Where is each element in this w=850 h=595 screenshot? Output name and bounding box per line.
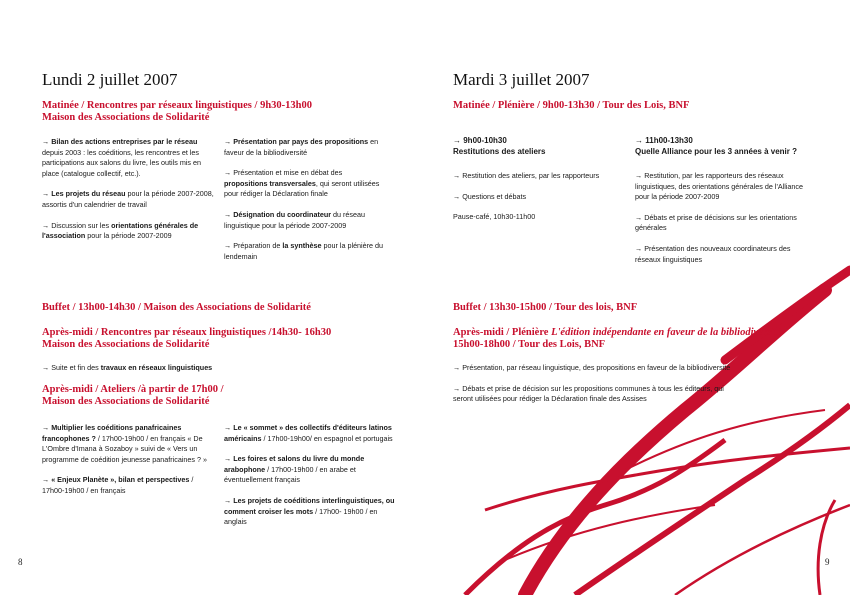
afternoon-heading-monday-2: Après-midi / Ateliers /à partir de 17h00 / Maison des Associations de Solidarité [42,384,224,407]
arrow-icon: → [635,136,643,145]
list-item: → Bilan des actions entreprises par le réseau depuis 2003 : les coéditions, les rencontres et les participations aux salons du livre, les outils mis en place (catalogue collectif, etc.). [42,137,201,178]
list-item: → Présentation des nouveaux coordinateurs des réseaux linguistiques [635,243,791,264]
day-title-tuesday: Mardi 3 juillet 2007 [453,70,590,89]
buffet-heading-tuesday: Buffet / 13h30-15h00 / Tour des lois, BNF [453,302,638,313]
arrow-icon: → [635,212,643,222]
day-title-monday: Lundi 2 juillet 2007 [42,70,178,89]
arrow-icon: → [453,171,461,180]
arrow-icon: → [42,363,50,372]
list-item: → Les projets du réseau pour la période 2007-2008, assortis d'un calendrier de travail [42,189,214,209]
afternoon1-item [42,363,402,384]
list-item: Pause-café, 10h30-11h00 [453,212,536,222]
page-number-right: 9 [825,557,830,567]
list-item: → Présentation et mise en débat des propositions transversales, qui seront utilisées pour rédiger la Déclaration finale [224,168,380,199]
arrow-icon: → [453,383,461,393]
page-number-left: 8 [18,557,23,567]
list-item: → Le « sommet » des collectifs d'éditeurs latinos américains / 17h00-19h00/ en espagnol et portugais [224,423,393,443]
list-item: → Débats et prise de décisions sur les orientations générales [635,212,797,233]
right-page [425,0,850,595]
morning-heading-monday [42,100,312,124]
list-item: → Les projets de coéditions interlinguistiques, ou comment croiser les mots / 17h00- 19h00 / en anglais [224,495,395,527]
list-item: → Débats et prise de décision sur les propositions communes à tous les éditeurs, qui seront utilisées pour rédiger la Déclaration finale des Assises [453,383,724,404]
arrow-icon: → [224,241,232,251]
list-item: → « Enjeux Planète », bilan et perspectives / 17h00-19h00 / en français [42,475,194,495]
morning-heading-line1: Matinée / Rencontres par réseaux linguistiques / 9h30-13h00 [42,100,312,111]
list-item: → Suite et fin des travaux en réseaux linguistiques [42,363,213,372]
list-item: → Restitution des ateliers, par les rapporteurs [453,171,600,180]
afternoon-items-tuesday [453,363,733,415]
list-item: → Multiplier les coéditions panafricaines francophones ? / 17h00-19h00 / en français « De L'Ombre d'Imana à Sozaboy » suivi de « Vers un programme de coédition jeunesse panafricaines ? » [42,423,208,464]
arrow-icon: → [453,363,461,372]
list-item: → Questions et débats [453,191,527,201]
buffet-heading-monday: Buffet / 13h00-14h30 / Maison des Associations de Solidarité [42,302,311,313]
arrow-icon: → [224,137,232,146]
workshops-col1 [42,423,214,507]
list-item: → Les foires et salons du livre du monde arabophone / 17h00-19h00 / en arabe et éventuellement français [224,454,365,485]
arrow-icon: → [224,495,232,505]
afternoon-heading-monday-1: Après-midi / Rencontres par réseaux linguistiques /14h30- 16h30 Maison des Associations de Solidarité [42,327,332,350]
morning-col1 [42,137,214,252]
arrow-icon: → [453,191,461,201]
afternoon-heading-tuesday: Après-midi / Plénière L'édition indépendante en faveur de la bibliodiversité 15h00-18h00 / Tour des Lois, BNF [453,327,782,350]
list-item: → Discussion sur les orientations générales de l'association pour la période 2007-2009 [42,220,199,241]
arrow-icon: → [42,423,50,432]
morning-col2 [224,137,384,272]
session1-heading: → 9h00-10h30 Restitutions des ateliers [453,136,546,156]
morning-heading-tuesday: Matinée / Plénière / 9h00-13h30 / Tour des Lois, BNF [453,100,690,111]
workshops-col2 [224,423,396,538]
session2-heading: → 11h00-13h30 Quelle Alliance pour les 3 années à venir ? [635,136,797,156]
arrow-icon: → [635,171,643,180]
arrow-icon: → [224,209,232,219]
arrow-icon: → [635,243,643,253]
arrow-icon: → [224,423,232,432]
arrow-icon: → [42,220,50,230]
list-item: → Restitution, par les rapporteurs des réseaux linguistiques, des orientations générales de l'Alliance pour la période 2007-2009 [635,171,803,202]
list-item: → Présentation par pays des propositions en faveur de la bibliodiversité [224,137,379,157]
arrow-icon: → [224,454,232,464]
morning-heading-line2: Maison des Associations de Solidarité [42,112,210,123]
list-item: → Préparation de la synthèse pour la plénière du lendemain [224,241,384,261]
session1-items [453,171,628,233]
session2-items [635,171,810,275]
arrow-icon: → [224,168,232,178]
arrow-icon: → [42,475,50,485]
arrow-icon: → [453,136,461,145]
list-item: → Présentation, par réseau linguistique, des propositions en faveur de la bibliodiversité [453,363,731,372]
list-item: → Désignation du coordinateur du réseau linguistique pour la période 2007-2009 [224,209,365,230]
arrow-icon: → [42,137,50,146]
arrow-icon: → [42,189,50,199]
